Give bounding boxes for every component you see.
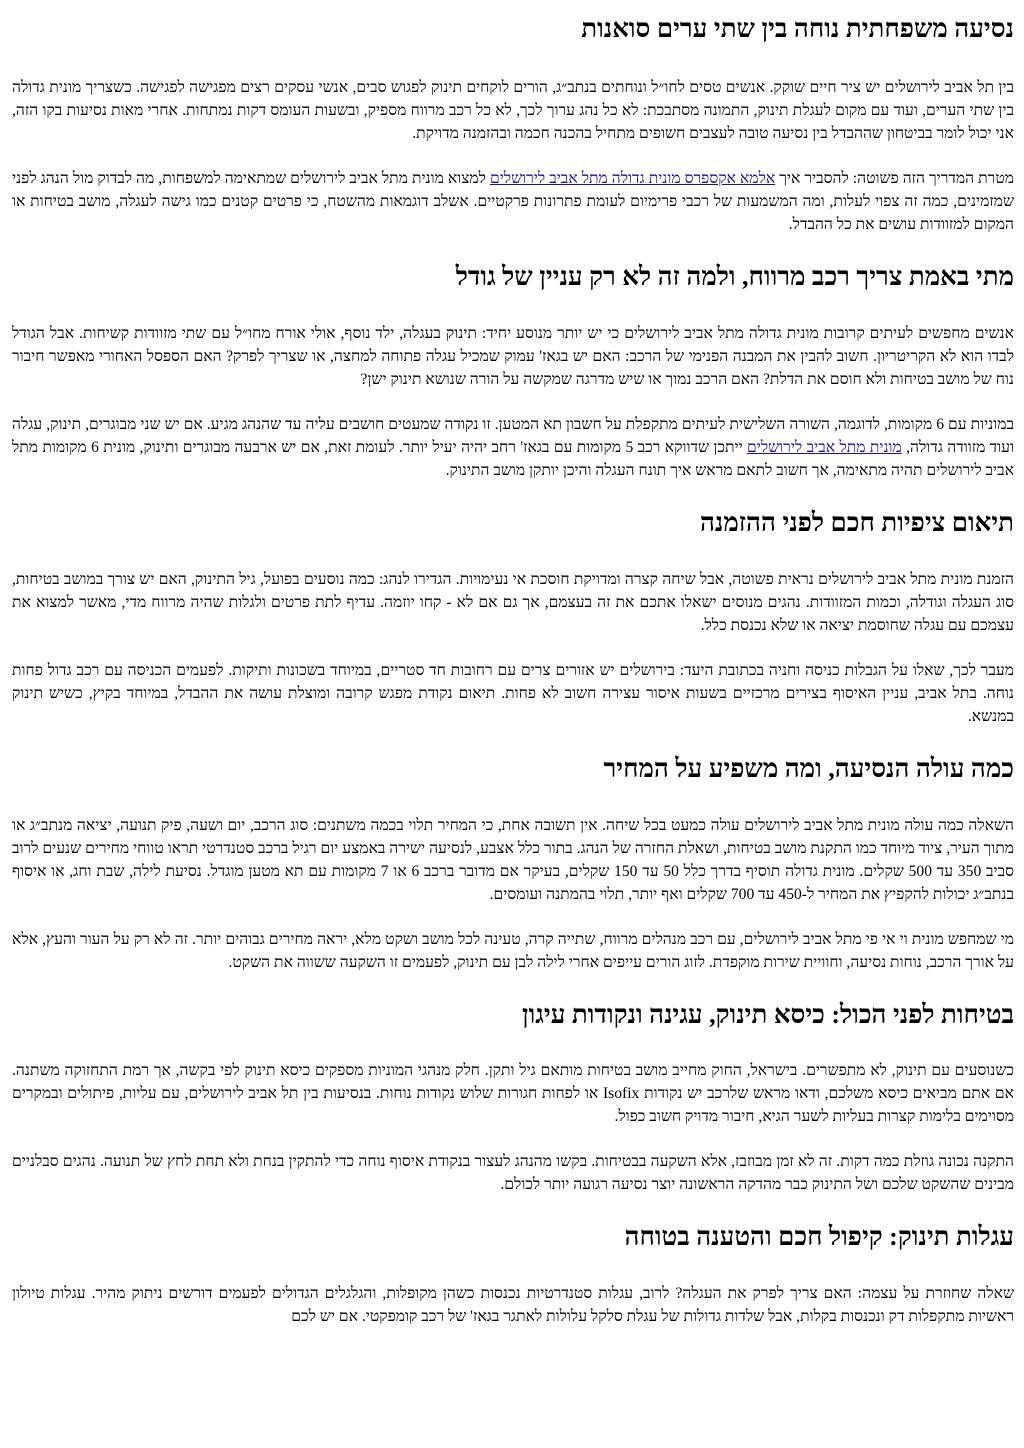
section-heading: בטיחות לפני הכול: כיסא תינוק, עגינה ונקודות עיגון <box>522 999 1014 1029</box>
article-title: נסיעה משפחתית נוחה בין שתי ערים סואנות <box>581 14 1014 43</box>
taxi-tel-aviv-jerusalem-link[interactable]: מונית מתל אביב לירושלים <box>747 438 902 456</box>
intro-paragraph-2-start: מטרת המדריך הזה פשוטה: להסביר איך <box>775 169 1015 187</box>
intro-paragraph-1: בין תל אביב לירושלים יש ציר חיים שוקק. אנשים טסים לחו״ל ונוחתים בנתב״ג, הורים לוקחים תינוק לפגוש סבים, אנשי עסקים רצים מפגישה לפגישה. כשצריך מונית גדולה בין שתי הערים, ועוד עם מקום לעגלת תינוק, התמונה מסתבכת: לא כל נהג ערוך לכך, לא כל רכב מרווח מספיק, ובשעות העומס דקות נמתחות. אחרי מאות נסיעות בקו הזה, אני יכול לומר בביטחון שההבדל בין נסיעה טובה לעצבים חשופים מתחיל בהכנה חכמה ובהזמנה מדויקת. <box>12 78 1014 142</box>
intro-paragraph-2 <box>12 167 1014 236</box>
section-paragraph: אנשים מחפשים לעיתים קרובות מונית גדולה מתל אביב לירושלים כי יש יותר מנוסע יחיד: תינוק בעגלה, ילד נוסף, אולי אורח מחו״ל עם שתי מזוודות קשיחות. אבל הגודל לבדו הוא לא הקריטריון. חשוב להבין את המבנה הפנימי של הרכב: האם יש בגאז' עמוק שמכיל עגלה פתוחה למחצה, או שצריך לפרק? האם הספסל האחורי מאפשר חיבור נוח של מושב בטיחות ולא חוסם את הדלת? האם הרכב נמוך או שיש מדרגה שמקשה על הורה שנושא תינוק ישן? <box>12 324 1014 388</box>
section-paragraph: מי שמחפש מונית וי אי פי מתל אביב לירושלים, עם רכב מנהלים מרווח, שתייה קרה, טעינה לכל מושב ושקט מלא, יראה מחירים גבוהים יותר. זה לא רק על העור והעץ, אלא על אורך הרכב, נוחות נסיעה, וחוויית שירות מוקפדת. לזוג הורים עייפים אחרי לילה לבן עם תינוק, לפעמים זו השקעה ששווה את השקט. <box>12 930 1014 971</box>
section-paragraph: השאלה כמה עולה מונית מתל אביב לירושלים עולה כמעט בכל שיחה. אין תשובה אחת, כי המחיר תלוי בכמה משתנים: סוג הרכב, יום ושעה, פיק תנועה, יציאה מנתב״ג או מתוך העיר, ציוד מיוחד כמו התקנת מושב בטיחות, ושאלת החזרה של הנהג. בתור כלל אצבע, לנסיעה ישירה באמצע יום רגיל ברכב סטנדרטי תראו טווחי מחירים שנעים לרוב סביב 350 עד 500 שקלים. מונית גדולה תוסיף בדרך כלל 50 עד 150 שקלים, בעיקר אם מדובר ברכב 6 או 7 מקומות עם תא מטען מוגדל. נסיעת לילה, שבת וחג, או איסוף בנתב״ג יכולות להקפיץ את המחיר ל-450 עד 700 שקלים ואף יותר, תלוי בהמתנה ועומסים. <box>12 816 1015 903</box>
section-paragraph: מעבר לכך, שאלו על הגבלות כניסה וחניה בכתובת היעד: בירושלים יש אזורים צרים עם רחובות חד סטריים, במיוחד בשכונות ותיקות. לפעמים הכניסה עם רכב גדול פחות נוחה. בתל אביב, עניין האיסוף בצירים מרכזיים בשעות איסור עצירה חשוב לא פחות. תיאום נקודת מפגש קרובה ומוצלת עושה את ההבדל, במיוחד בקיץ, כשיש תינוק במנשא. <box>12 661 1014 725</box>
section-heading: עגלות תינוק: קיפול חכם והטענה בטוחה <box>624 1222 1014 1252</box>
section-pricing <box>12 754 1014 974</box>
intro-paragraph-2-end: למצוא מונית מתל אביב לירושלים שמתאימה למשפחות, מה לבדוק מול הנהג לפני שמזמינים, כמה זה צפוי לעלות, ומה המשמעות של רכבי פרימיום לעומת פתרונות פרקטיים. אשלב דוגמאות מהשטח, כי פרטים קטנים כמו גישה לעגלה, מושב בטיחות או המקום למזוודות עושים את כל ההבדל. <box>12 169 1014 233</box>
section-paragraph: שאלה שחוזרת על עצמה: האם צריך לפרק את העגלה? לרוב, עגלות סטנדרטיות נכנסות כשהן מקופלות, והגלגלים הגדולים לפעמים דורשים ניתוק מהיר. עגלות טיולון ראשיות מתקפלות דק ונכנסות בקלות, אבל שלדות גדולות של עגלת סלקל עלולות לאתגר בגאז' של רכב קומפקטי. אם יש לכם <box>12 1285 1014 1326</box>
section-paragraph: התקנה נכונה גוזלת כמה דקות. זה לא זמן מבוזבז, אלא השקעה בבטיחות. בקשו מהנהג לעצור בנקודת איסוף נוחה כדי להתקין בנחת ולא תחת לחץ של תנועה. נהגים סבלניים מבינים שהשקט שלכם ושל התינוק כבר מהדקה הראשונה יוצר נסיעה רגועה יותר לכולם. <box>12 1153 1014 1194</box>
section-safety <box>12 1000 1014 1197</box>
section-heading: מתי באמת צריך רכב מרווח, ולמה זה לא רק עניין של גודל <box>455 261 1014 291</box>
paragraph-start: במוניות עם 6 מקומות, לדוגמה, השורה השלישית לעיתים מתקפלת על חשבון תא המטען. זו נקודה שמעטים חושבים עליה עד שהנהג מגיע. אם יש שני מבוגרים, תינוק, עגלה ועוד מזוודה גדולה, <box>12 415 1014 456</box>
almaexpress-taxi-link[interactable]: אלמא אקספרס מונית גדולה מתל אביב לירושלים <box>489 169 776 187</box>
section-paragraph: כשנוסעים עם תינוק, לא מתפשרים. בישראל, החוק מחייב מושב בטיחות מותאם גיל ותקן. חלק מנהגי המוניות מספקים כיסא תינוק לפי בקשה, אך רמת התחזוקה משתנה. אם אתם מביאים כיסא משלכם, ודאו מראש שלרכב יש נקודות Isofix או לפחות חגורות שלוש נקודות נוחות. בנסיעות בין תל אביב לירושלים, עם עליות, פיתולים ובמקרים מסוימים בלימות קצרות בעליות לשער הגיא, חיבור מדויק חשוב כפול. <box>12 1062 1014 1126</box>
intro-section <box>12 76 1014 236</box>
section-heading: כמה עולה הנסיעה, ומה משפיע על המחיר <box>603 753 1014 783</box>
paragraph-end: ייתכן שדווקא רכב 5 מקומות עם בגאז' רחב יהיה יעיל יותר. לעומת זאת, אם יש ארבעה מבוגרים ותינוק, מונית 6 מקומות מתל אביב לירושלים תהיה מתאימה, אך חשוב לתאם מראש איך תונח העגלה והיכן יותקן מושב התינוק. <box>12 438 1014 479</box>
section-strollers <box>12 1222 1014 1328</box>
section-paragraph: הזמנת מונית מתל אביב לירושלים נראית פשוטה, אבל שיחה קצרה ומדויקת חוסכת אי נעימויות. הגדירו לנהג: כמה נוסעים בפועל, גיל התינוק, האם יש צורך במושב בטיחות, סוג העגלה וגודלה, וכמות המזוודות. נהגים מנוסים ישאלו אתכם את זה בעצמם, אך גם אם לא - קחו יוזמה. עדיף לתת פרטים ולגלות שהיה מרווח מדי, מאשר למצוא את עצמכם עם עגלה שחוסמת יציאה או שלא נכנסת כלל. <box>12 570 1014 634</box>
section-expectations <box>12 508 1014 728</box>
section-paragraph <box>12 413 1014 482</box>
section-spacious-vehicle <box>12 262 1014 482</box>
section-heading: תיאום ציפיות חכם לפני ההזמנה <box>699 507 1014 537</box>
